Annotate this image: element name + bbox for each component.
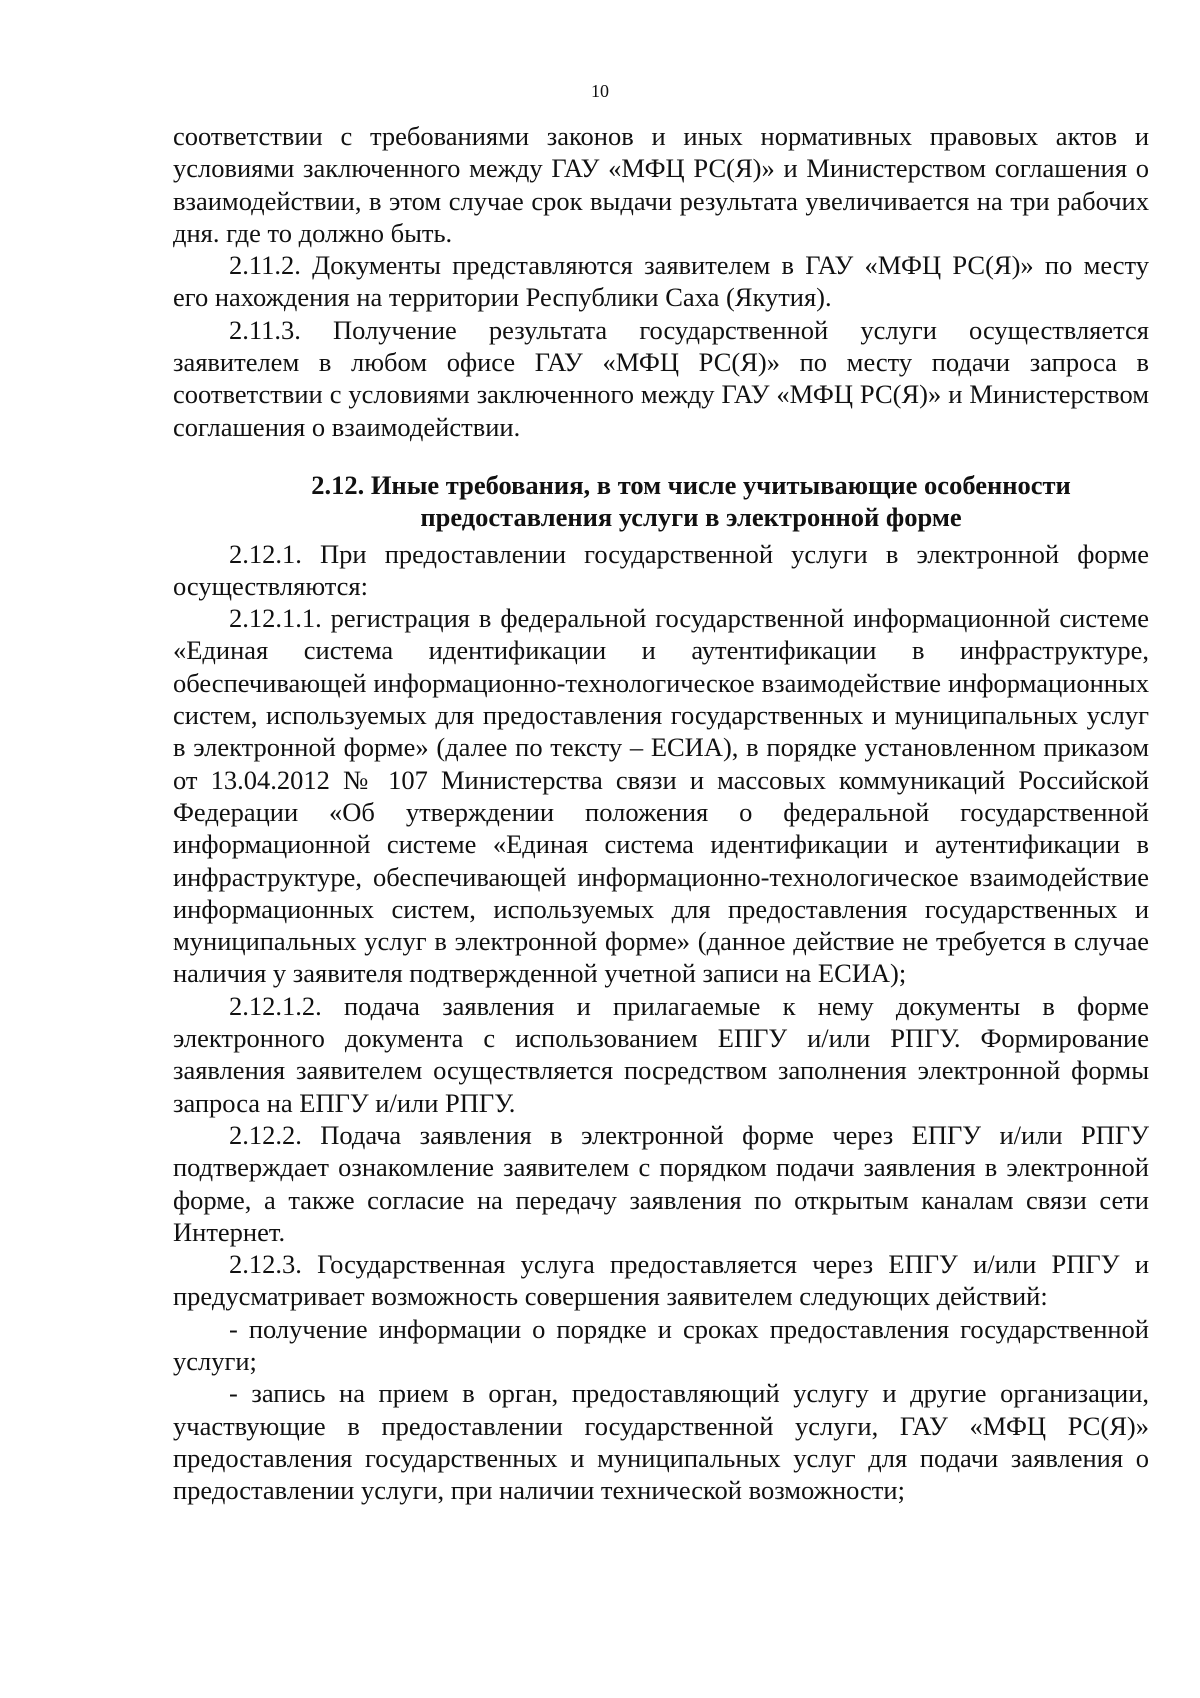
paragraph-2-12-1: 2.12.1. При предоставлении государственной услуги в электронной форме осуществляются: <box>173 538 1149 601</box>
paragraph-2-12-2: 2.12.2. Подача заявления в электронной форме через ЕПГУ и/или РПГУ подтверждает ознакомление заявителем с порядком подачи заявления в электронной форме, а также согласие на передачу заявления по открытым каналам связи сети Интернет. <box>173 1119 1149 1247</box>
paragraph-2-11-2: 2.11.2. Документы представляются заявителем в ГАУ «МФЦ РС(Я)» по месту его нахождения на территории Республики Саха (Якутия). <box>173 250 1149 313</box>
section-heading-line-1: 2.12. Иные требования, в том числе учитывающие особенности <box>311 469 1071 500</box>
section-heading-2-12 <box>173 469 1149 534</box>
paragraph-continuation: соответствии с требованиями законов и иных нормативных правовых актов и условиями заключенного между ГАУ «МФЦ РС(Я)» и Министерством соглашения о взаимодействии, в этом случае срок выдачи результата увеличивается на три рабочих дня. где то должно быть. <box>173 121 1149 248</box>
paragraph-2-12-3: 2.12.3. Государственная услуга предоставляется через ЕПГУ и/или РПГУ и предусматривает возможность совершения заявителем следующих действий: <box>173 1249 1149 1312</box>
list-item-info: - получение информации о порядке и сроках предоставления государственной услуги; <box>173 1313 1149 1376</box>
page-number: 10 <box>591 81 609 101</box>
paragraph-2-12-1-2: 2.12.1.2. подача заявления и прилагаемые к нему документы в форме электронного документа с использованием ЕПГУ и/или РПГУ. Формирование заявления заявителем осуществляется посредством заполнения электронной формы запроса на ЕПГУ и/или РПГУ. <box>173 990 1149 1118</box>
document-body <box>173 120 1149 1506</box>
paragraph-2-11-3: 2.11.3. Получение результата государственной услуги осуществляется заявителем в любом офисе ГАУ «МФЦ РС(Я)» по месту подачи запроса в соответствии с условиями заключенного между ГАУ «МФЦ РС(Я)» и Министерством соглашения о взаимодействии. <box>173 314 1149 442</box>
section-heading-line-2: предоставления услуги в электронной форме <box>420 502 962 533</box>
list-item-appointment: - запись на прием в орган, предоставляющий услугу и другие организации, участвующие в предоставлении государственной услуги, ГАУ «МФЦ РС(Я)» предоставления государственных и муниципальных услуг для подачи заявления о предоставлении услуги, при наличии технической возможности; <box>173 1378 1149 1506</box>
paragraph-2-12-1-1: 2.12.1.1. регистрация в федеральной государственной информационной системе «Единая система идентификации и аутентификации в инфраструктуре, обеспечивающей информационно-технологическое взаимодействие информационных систем, используемых для предоставления государственных и муниципальных услуг в электронной форме» (далее по тексту – ЕСИА), в порядке установленном приказом от 13.04.2012 № 107 Министерства связи и массовых коммуникаций Российской Федерации «Об утверждении положения о федеральной государственной информационной системе «Единая система идентификации и аутентификации в инфраструктуре, обеспечивающей информационно-технологическое взаимодействие информационных систем, используемых для предоставления государственных и муниципальных услуг в электронной форме» (данное действие не требуется в случае наличия у заявителя подтвержденной учетной записи на ЕСИА); <box>173 603 1149 989</box>
